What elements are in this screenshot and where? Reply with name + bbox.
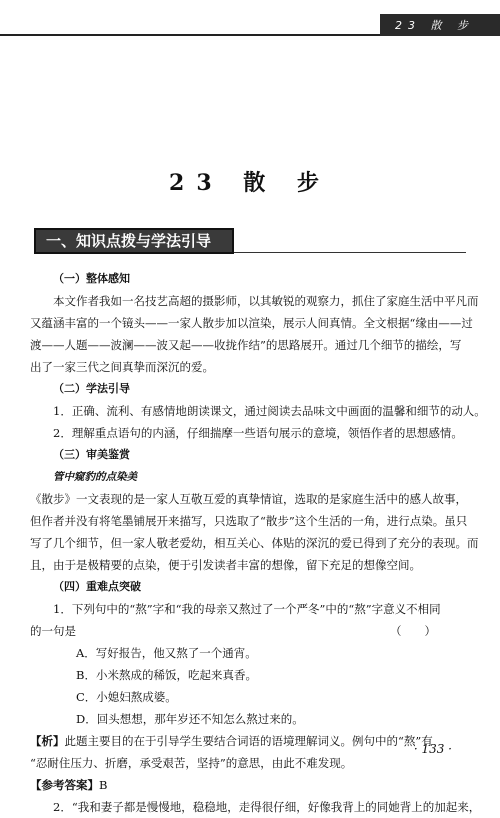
body-text: [30, 268, 486, 818]
question-line: [30, 620, 470, 642]
paragraph-line: 写了几个细节，但一家人敬老爱幼，相互关心、体贴的深沉的爱已得到了充分的表现。而: [30, 536, 479, 550]
answer-label: 【参考答案】: [30, 778, 99, 792]
analysis-line: “忍耐住压力、折磨，承受艰苦，坚持”的意思，由此不难发现。: [30, 756, 353, 770]
running-title: 23 散 步: [395, 19, 474, 32]
paragraph-line: 2．理解重点语句的内涵，仔细揣摩一些语句展示的意境，领悟作者的思想感情。: [53, 426, 463, 440]
subheading-overall: （一）整体感知: [53, 272, 130, 285]
paragraph-line: 本文作者我如一名技艺高超的摄影师，以其敏锐的观察力，抓住了家庭生活中平凡而: [53, 294, 479, 308]
chapter-title: 23 散 步: [169, 170, 331, 196]
paragraph-line: 《散步》一文表现的是一家人互敬互爱的真挚情谊，选取的是家庭生活中的感人故事，: [30, 492, 467, 506]
question-line: 1．下列句中的“熬”字和“我的母亲又熬过了一个严冬”中的“熬”字意义不相同: [53, 602, 441, 616]
paragraph-line: 但作者并没有将笔墨铺展开来描写，只选取了“散步”这个生活的一角，进行点染。虽只: [30, 514, 468, 528]
answer-value: B: [99, 778, 108, 792]
subheading-italic: 管中窥豹的点染美: [53, 471, 137, 483]
section-rule: [234, 252, 466, 253]
paragraph-line: 又蕴涵丰富的一个镜头——一家人散步加以渲染，展示人间真情。全文根据“缘由——过: [30, 316, 473, 330]
option-d: D．回头想想，那年岁还不知怎么熬过来的。: [76, 712, 304, 726]
analysis-line: [30, 730, 470, 752]
paragraph-line: 渡——人题——波澜——波又起——收拢作结”的思路展开。通过几个细节的描绘，写: [30, 338, 462, 352]
option-b: B．小米熬成的稀饭，吃起来真香。: [76, 668, 257, 682]
subheading-aesthetic: （三）审美鉴赏: [53, 448, 130, 461]
running-header: [0, 14, 500, 36]
page-number: · 133 ·: [413, 742, 452, 756]
paragraph-line: 1．正确、流利、有感情地朗读课文，通过阅读去品味文中画面的温馨和细节的动人。: [53, 404, 486, 418]
header-tab: [380, 14, 500, 36]
answer-blank: （ ）: [390, 624, 436, 638]
question-line: 2．“我和妻子都是慢慢地，稳稳地，走得很仔细，好像我背上的同她背上的加起来，: [53, 800, 481, 814]
section-banner: 一、知识点拨与学法引导: [34, 228, 234, 254]
paragraph-line: 且，由于是极精要的点染，便于引发读者丰富的想像，留下充足的想像空间。: [30, 558, 421, 572]
option-c: C．小媳妇熬成婆。: [76, 690, 177, 704]
option-a: A．写好报告，他又熬了一个通宵。: [76, 646, 257, 660]
question-text: 的一句是: [30, 624, 76, 638]
answer-line: [30, 774, 470, 796]
analysis-text: 此题主要目的在于引导学生要结合词语的语境理解词义。例句中的“熬”有: [64, 734, 433, 748]
subheading-method: （二）学法引导: [53, 382, 130, 395]
subheading-key-points: （四）重难点突破: [53, 580, 141, 593]
paragraph-line: 出了一家三代之间真挚而深沉的爱。: [30, 360, 214, 374]
analysis-label: 【析】: [30, 734, 65, 748]
